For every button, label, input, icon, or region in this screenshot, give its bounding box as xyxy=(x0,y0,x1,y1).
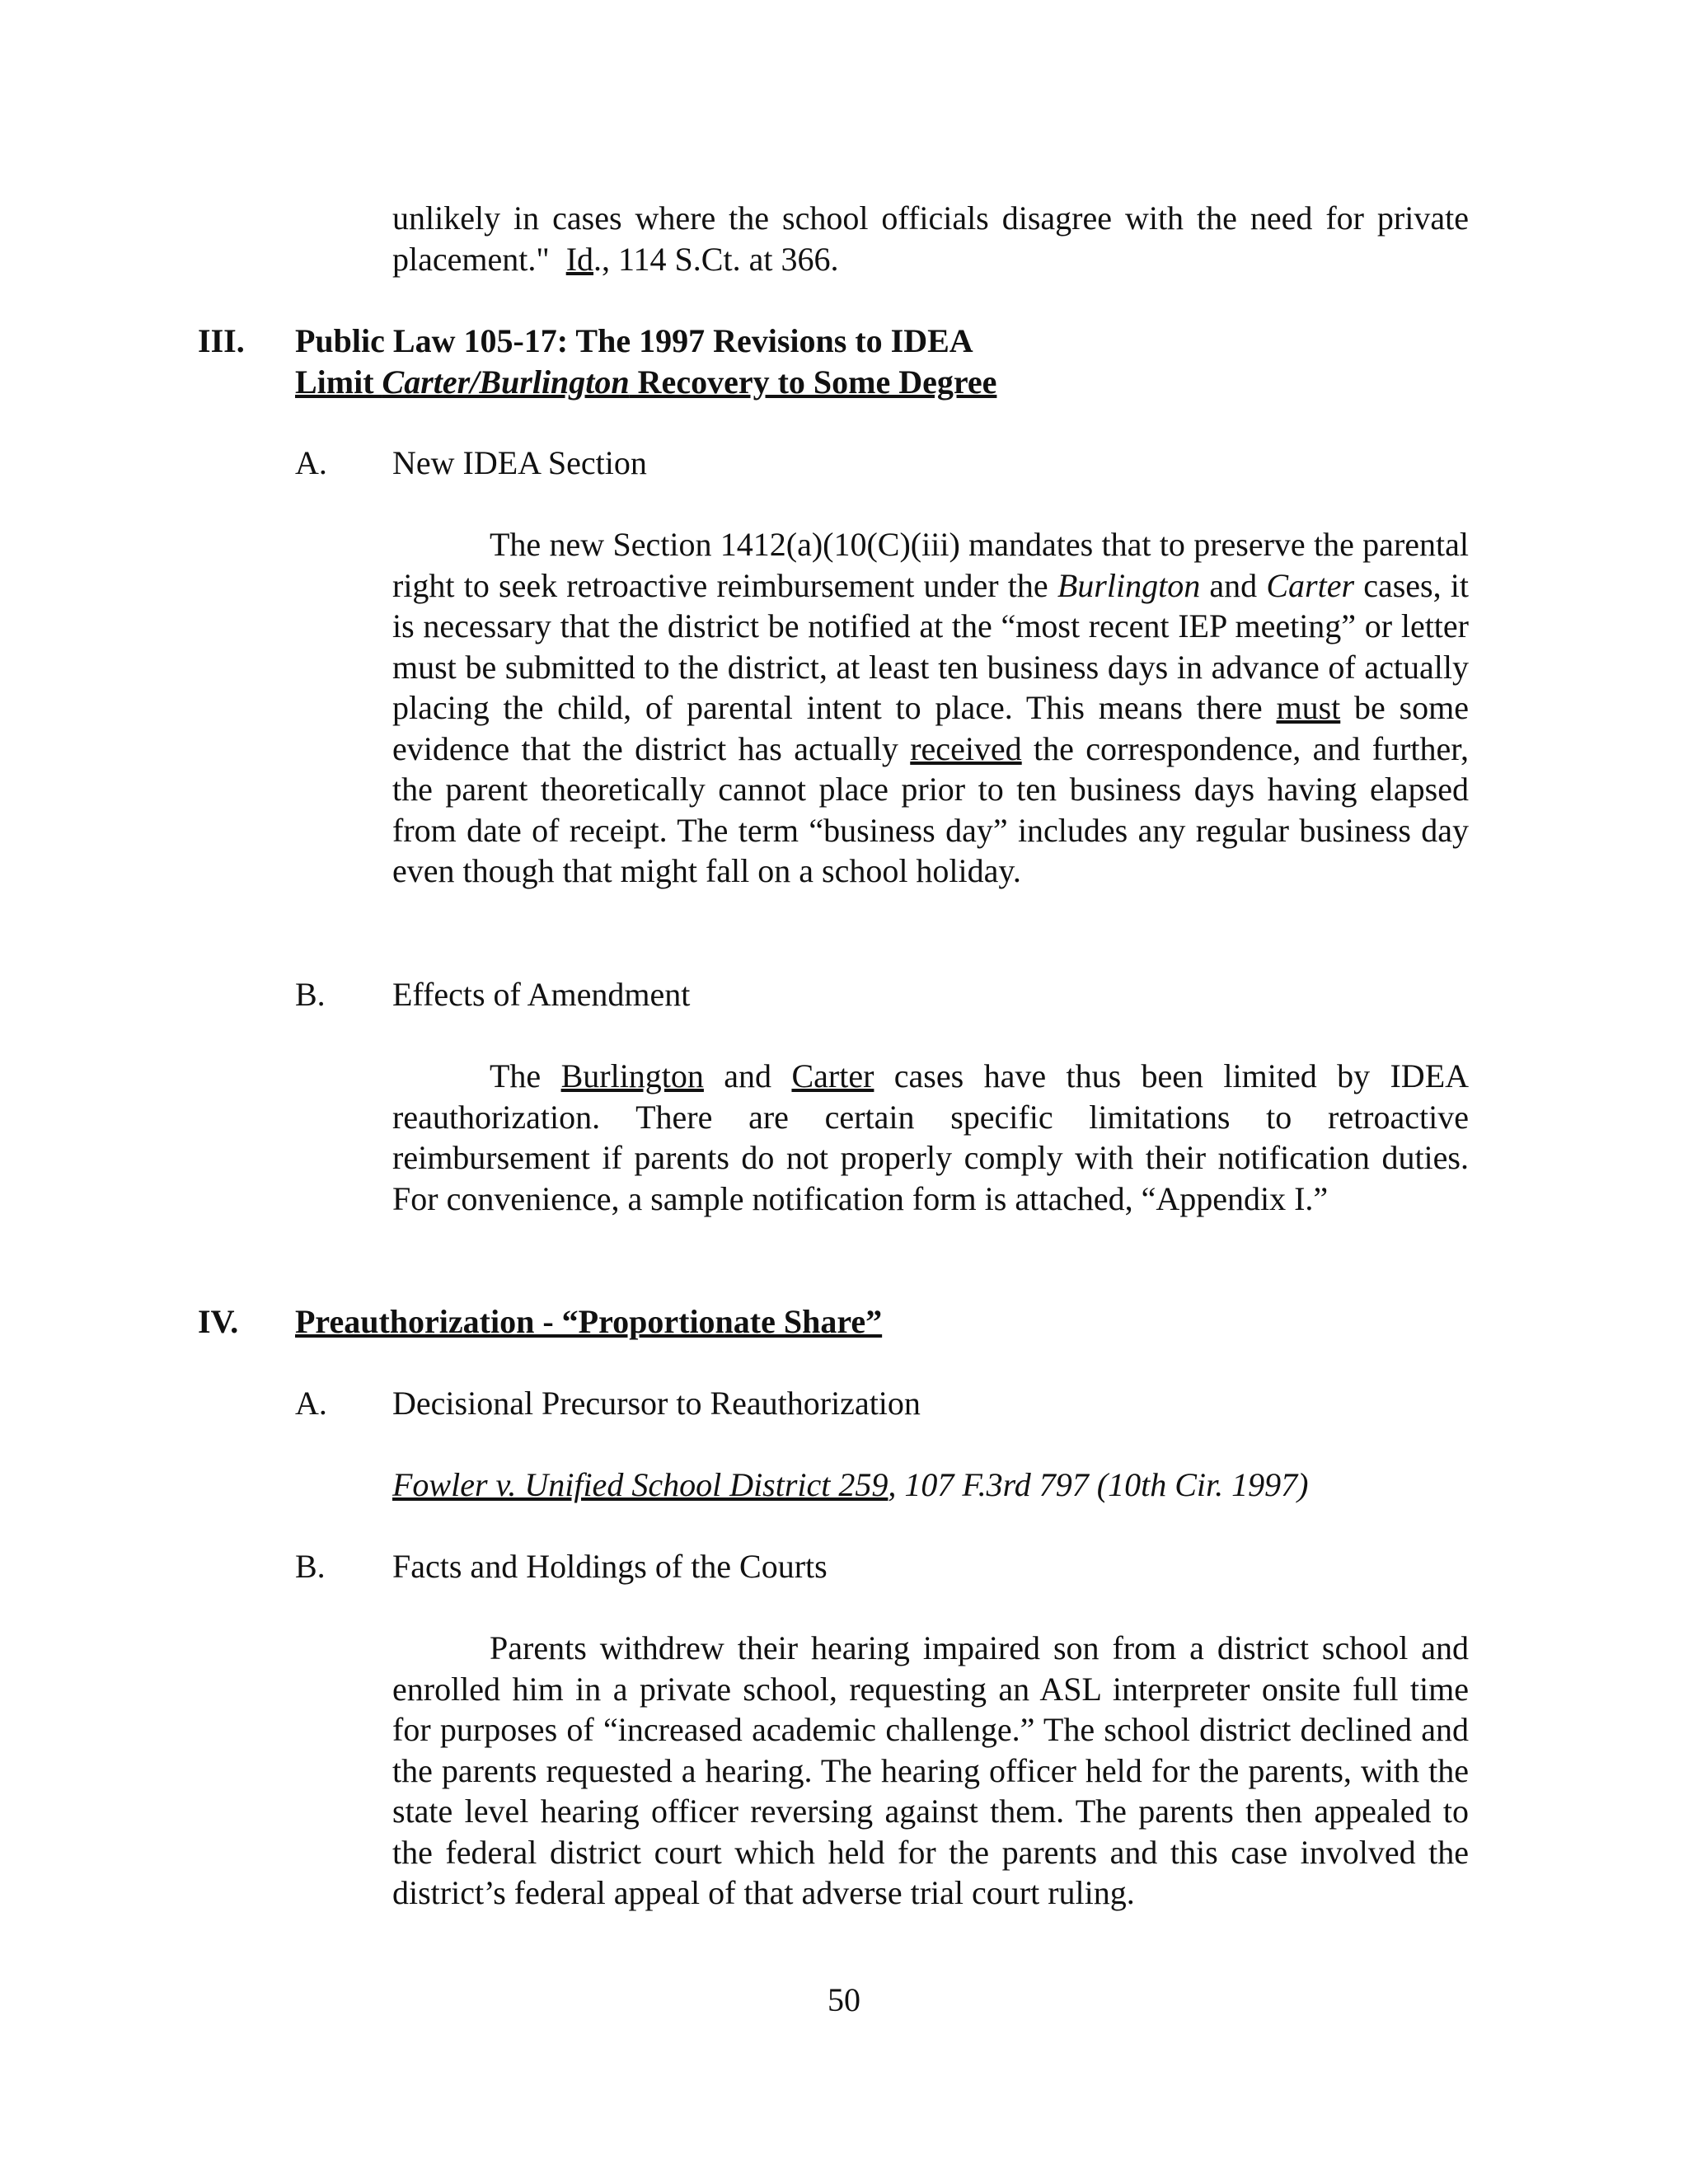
case-name: Fowler v. Unified School District 259 xyxy=(392,1466,889,1503)
section-3-title-line2-a: Limit xyxy=(295,363,382,401)
section-3-title-line1: Public Law 105-17: The 1997 Revisions to IDEA xyxy=(295,322,973,359)
section-3a-letter: A. xyxy=(295,444,327,481)
section-3-title-line2 xyxy=(295,362,1474,403)
section-4b-title: Facts and Holdings of the Courts xyxy=(392,1548,828,1585)
section-3b-text-1: The xyxy=(490,1057,561,1094)
section-3-number: III. xyxy=(198,322,245,359)
intro-cite-rest: ., 114 S.Ct. at 366. xyxy=(593,240,839,278)
section-3a-text-1: The new Section 1412(a)(10(C)(iii) mandates that to preserve the parental right to seek retroactive reimbursement under the xyxy=(392,526,1469,604)
section-3b-letter: B. xyxy=(295,976,326,1013)
section-3b-text-2: and xyxy=(703,1057,792,1094)
section-3a-carter: Carter xyxy=(1266,566,1355,604)
section-4-number: IV. xyxy=(198,1303,239,1340)
case-cite: , 107 F.3rd 797 (10th Cir. 1997) xyxy=(888,1466,1309,1503)
section-3-title-line2-italic: Carter/Burlington xyxy=(382,363,630,401)
section-3a-text-2: and xyxy=(1200,566,1267,604)
section-4a-letter: A. xyxy=(295,1385,327,1422)
section-3a-burlington: Burlington xyxy=(1057,566,1201,604)
section-3a-received: received xyxy=(910,729,1022,767)
section-3b-burlington: Burlington xyxy=(560,1057,704,1094)
intro-cite-id: Id xyxy=(565,240,594,278)
section-4b-paragraph: Parents withdrew their hearing impaired son from a district school and enrolled him in a private school, requesting an ASL interpreter onsite full time for purposes of “increased academic challenge.” The school district declined and the parents requested a hearing. The hearing officer held for the parents, with the state level hearing officer reversing against them. The parents then appealed to the federal district court which held for the parents and this case involved the district’s federal appeal of that adverse trial court ruling. xyxy=(392,1629,1469,1911)
intro-text: unlikely in cases where the school officials disagree with the need for private placement." xyxy=(392,199,1469,278)
section-3a-text-3: cases, it is necessary that the district be notified at the “most recent IEP meeting” or letter must be submitted to the district, at least ten business days in advance of actually placing the child, of parental intent to place. This means there xyxy=(392,566,1469,726)
section-4b-letter: B. xyxy=(295,1548,326,1585)
section-3b-title: Effects of Amendment xyxy=(392,976,691,1013)
section-3a-text-5: the correspondence, and further, the parent theoretically cannot place prior to ten business days having elapsed from date of receipt. The term “business day” includes any regular business day even though that might fall on a school holiday. xyxy=(392,729,1469,889)
section-4-title: Preauthorization - “Proportionate Share” xyxy=(295,1303,883,1340)
section-3a-title: New IDEA Section xyxy=(392,444,647,481)
intro-paragraph xyxy=(392,198,1469,279)
section-3a-text-4: be some evidence that the district has actually xyxy=(392,689,1470,767)
section-3-heading xyxy=(295,321,1474,402)
section-3a-must: must xyxy=(1276,689,1341,726)
section-4a-title: Decisional Precursor to Reauthorization xyxy=(392,1385,921,1422)
section-3-title-line2-b: Recovery to Some Degree xyxy=(629,363,997,401)
section-3b-carter: Carter xyxy=(791,1057,874,1094)
section-3a-paragraph xyxy=(392,524,1469,892)
section-3b-paragraph xyxy=(392,1056,1469,1219)
section-3b-text-3: cases have thus been limited by IDEA reauthorization. There are certain specific limitations to retroactive reimbursement if parents do not properly comply with their notification duties. For convenience, a sample notification form is attached, “Appendix I.” xyxy=(392,1057,1470,1217)
page-number: 50 xyxy=(828,1981,860,2018)
case-citation xyxy=(392,1465,1308,1506)
